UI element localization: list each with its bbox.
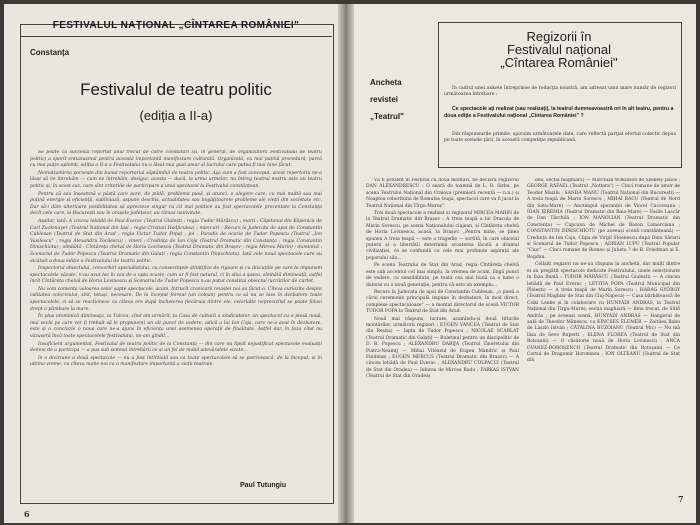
paragraph: Pe scena Teatrului de Stat din Arad, regia Cîntăreța chelvă este sub accentul cel mai simplu, la vremea de acum, lîngă punct de vedere, cu sensibilitate, pe toată cea mai bună ca o lume o datorie cu o nouă generație, pentru că este un exemplu... bbox=[366, 263, 519, 288]
paragraph: Nouă mai răspuns, lucrate, asumîndu-și două titlurile montărilor, următorii regizori : EUGEN VANCEA (Teatrul de Stat din Reșița) — Iapta de Tudor Popescu ; NICOLAE SCARLAT (Teatrul Dramatic din Galați) — Buletinul pentru un diacipolitic de D. R. Popescu ; ALEXANDRU DABIJA (Teatrul Tineretului din Piatra-Neamţ) — Mihai Viteazul de Eugen Mandric și Paul Findman ; EUGEN MERCUS (Teatrul Dramatic din Brașov) — A cincea lebădă de Paul Everac ; ALEXANDRU COLPACCI (Teatrul de Stat din Oradea) — Iubirea de Mircea Radu ; FARKAS ISTVAN (Teatrul de Stat din Oradea) bbox=[366, 316, 519, 380]
paragraph: Pentru că sau înseamnă a păstă care pare, de pildă, problema pusă, și atunci, o alegere care, cu mai multă sau mai puțină energie și eficiență, subliniază, aspune deschis, actualitatea sau bogăţitoarele probleme ale vieţii din societate etc. Dar să-i dăm ulterioare posibilitatea să aprecieze singur cu cît mai politice au fost spectacolele prezentate la Constanța decît cele care, la București sau în orașele județelor, au rămas neinvitate. bbox=[30, 191, 322, 217]
survey-question: Ce spectacole aţi realizat (sau realizaţi), la teatrul dumneavoastră ori în alt teatru, pentru a doua ediţie a Festivalului național „Cîntarea României" ? bbox=[444, 106, 674, 119]
title-line: Regizorii în bbox=[526, 29, 592, 44]
article-headline: Festivalul de teatru politic bbox=[80, 80, 272, 99]
paragraph: Trei două spectacole a realizat și regizorul MIRCEA MARIN de la Teatrul Dramatic din Brașov : A treia țeapă a lui Dracula de Marin Sorescu, pe scena Naţionalului clujean, și Cîntăreța chelvă de Horia Lovinescu, acasă, la Brașov. „Pentru mine, se ținea spunea A treia țeapă — este o tragedie — sortită, în care obiceiul puterii și a libertății determină scoaterea lăcată a drumul civilizației, ce se confundă cu cele mai profunde aspirații ale poporului său... bbox=[366, 211, 519, 261]
survey-note: Din răspunsurile primite, spicuim următoarele date, care reflectă parţial efortul colectiv depus pe toate scenele ţării, în această competiţie republicană. bbox=[444, 132, 676, 144]
paragraph: Inspectorul obiectului, convorbiri specialistului, cu consecinţele științifice de rigoare și cu discuțiile pe care le impunem spectacolele văzute, n-au avut loc în cea de-a opta ocazie, cum ar fi fost natural, ci în sîna a șasea, sîmbătă dimineață, astfel încît Cîntăreța chelvă de Horia Lovinescu și Scenariul de Tudor Popescu n-au putut constitui obiectul lucrărilor de curtet. bbox=[30, 266, 322, 285]
paragraph: Cellalți regizori nu ne-au răspuns la anchetă, dar mulți dintre ei au pregătit spectacole dedicate Festivalului, unele selecționate în faza finală : TUDOR MĂRĂSCU (Teatrul Giulești) — A cincea lebădă de Paul Everac ; LETIȚIA POPA (Teatrul Municipal din Ploiești) — A treia țeapă de Marin Sorescu ; HARAG GYÖRGY (Teatrul Maghiar de Stat din Cluj-Napoca) — Casa bărbătească de Csiki Lenke și în colaborare cu HUNYADI ANDRÁS, la Teatrul Național din Tîrgu-Mureș, secția maghiară — Bine trecut, de Sütő András ; pe aceeași scenă, HUNYADI ANDRAS — Hangerul de aulă de Theodor Mănescu, cu KINCSES ELEMÉR — Zeitilea Babu de László István ; CĂTĂLINA BUZOIANU (Teatrul Mic) — Nu mă lăsa de Seve Ruperti ; ELENA FLOREA (Teatrul de Stat din Botoșani) — O căsătorie nouă de Horia Lovinescu ; ANCA OVANEZ-DOROȘENCO (Teatrul Dramatic din Botoșani) — Ce Cortul de Dragomir Horomnea ; ION OLTEANU (Teatrul de Stat din bbox=[527, 262, 680, 364]
location-label: Constanța bbox=[30, 48, 70, 57]
paragraph: dea, secția maghiară) — Marchiza Wilkinson de Székely János ; GEORGE RAFAEL (Teatrul „Nottara") — Cinci romane de amor de Teodor Mazilu ; SANDA MANU (Teatrul Național din București) — A treia țeapă de Marin Sorescu ; MIHAI RACU (Teatrul de Nord din Satu-Mare) — Anotimpul speranței de Viorel Cacoveanu ; IOAN IEREMIA (Teatrul Dramatic din Baia-Mare) — Vasile Lascăr de Dan Tărchilă ; ION MANOLIAN (Teatrul Dramatic din Constanța) — Capcana de Michel de Bazon Lamerciana ; CONSTANTIN DINISCHIOTU (pe aceeași scenă constănțeană) — Credința de Ion Coja, Clipa de Virgil Stoenescu după Dinu Săraru și Scenarul de Tudor Popescu ; ADRIAN LUPU (Teatrul Popular "Ciuc" — Cinci romane de Romeo și Julieta ? de B. Friedman și E. Bogdan. bbox=[527, 178, 680, 260]
page-number: 7 bbox=[678, 494, 684, 504]
text-column bbox=[366, 178, 519, 490]
left-page bbox=[4, 4, 344, 523]
survey-label-line: Ancheta bbox=[370, 78, 402, 87]
right-page bbox=[348, 4, 696, 523]
series-title: FESTIVALUL NAȚIONAL „CÎNTAREA ROMÂNIEI" bbox=[20, 16, 332, 37]
paragraph: Nu vom comenta valoarea celor șapte spectacole, acum, întrucît cronicarii revistei noi au făcut-o. Cîteva curiozite despre calitatea colocviului, sînt, totuși, necesare. De la început formul (un coloan) pentru ca să nu se lase în dezbatere toate spectacolele, ci să se reactioneze cu cîteva ore după încheierea fiecăruia dintre ele, celorlalte neprecizînd se poate folosi drept o plimbare la mare. bbox=[30, 286, 322, 312]
article-subheadline: (ediția a II-a) bbox=[139, 108, 213, 123]
article-body bbox=[30, 150, 322, 475]
survey-label bbox=[370, 74, 432, 125]
paragraph: în o diviziune a două spectacole — nu a fost întîrziată sau ca toate spectacolele să se potrivească, de la început, și în ultima vreme, cu cîteva nume noi ca o manifestare importantă a vieții teatrale. bbox=[30, 355, 322, 368]
survey-intro: În cadrul unei ankete întreprinse de redacţia noastră, am adresat unui mare număr de regizori următoarea întrebare : bbox=[444, 86, 676, 98]
title-line: „Cîntarea României" bbox=[500, 55, 618, 70]
page-number: 6 bbox=[24, 509, 30, 519]
book-gutter bbox=[338, 4, 354, 523]
title-line: Festivalul național bbox=[506, 42, 612, 57]
paragraph: Vă fi prezent în Festival cu două montări, ne declară regizorul DAN ALEXANDRESCU : O seară de toamnă de L. B. Sirbu, pe scena Teatrului Național din Craiova (premieră recentă — n.n.) și Noaptea coboritului de Romulus Guga, spectacol care va fi jucat la Teatrul Național din Tîrgu-Mureș". bbox=[366, 178, 519, 209]
paragraph: Nemulțumirea pornește din bunul reportorial săptămînii de teatru politic. Aşa cum a fost conceput, acest repertoriu ne-a lăsat să ne întrebăm — cum ne întrebăm, desigur, acesta — dacă, la urma urmelor, nu întreg teatrul nostru este un teatru politic și, în acest caz, care sînt criteriile de participare a unui spectacol la Festivalul constănțean. bbox=[30, 170, 322, 189]
text-column bbox=[527, 178, 680, 490]
survey-columns bbox=[366, 178, 680, 490]
survey-title bbox=[438, 30, 680, 69]
paragraph: Recurs la Judecata de apoi de Constantin Cublesan, „o piesă a cărui ceremonie principală impune în dezbatere, în mod direct, complexe spectaculoase" — a montat directorul de scenă VICTOR TUDOR POPA la Teatrul de Stat din Arad. bbox=[366, 289, 519, 315]
paragraph: Așadar, iată: A cincea lebădă de Paul Everac (Teatrul Giulești ; regia Tudor Mărăscu) ; marți : Căpitanul din Köpenick de Carl Zuckmayer (Teatrul Național din Iași ; regia Crisțian Hadjiculea) ; miercuri : Recurs la Judecata de apoi de Constantin Cublesan (Teatrul de Stat din Arad ; regia Victor Tudor Popa) ; joi : Paradis de ocazie de Tudor Popescu (Teatrul „Ion Vasilescu" ; regia Alexandru Tocilescu) ; vineri : Credința de Ion Coja (Teatrul Dramatic din Constanța ; regia Constantin Dinischiotu) ; sîmbătă : Cîntăreța chelvă de Horia Lovinescu (Teatrul Dramatic din Brașov ; regia Mircea Marin) ; duminică : Scenariul de Tudor Popescu (Teatrul Dramatic din Galați ; regia Constantin Dinischiotu). Iată cele nouă spectacole care au alcătuit a doua ediție a Festivalului de teatru politic. bbox=[30, 218, 322, 264]
survey-label-line: revistei bbox=[370, 95, 399, 104]
paragraph: În plus (dominică dimineaţa, la Tulcea, cînd am urmărit, la Casa de cultură a sindicatelor, un spectacol cu o piesă nouă, mai vechi pe care vor fi trebuit să le propunem) un alt punct de vedere, adică a lui Ion Coja, care ne-a avut în dezbatere, este și o concluzie o noua care ne-a ajuns în eficienţa unei asemenea operații de finalitate. Astfel dar, în faza cînd nu văzuseră încă toate spectacolele festivalului, ne-am gîndit... bbox=[30, 314, 322, 340]
paragraph: Se poate că succesul reportat anul trecut de către constatări (și, în general, de organizatorii Festivalului de teatru politic) a sporit entuziasmul pentru această importantă manifestare culturală. Organizată, cu mai puțină procedură, parcă cu mai puțin aplomb, ediția a II-a a Festivalului nu-a lăsat mai gust amar al lucrului care putea fi mai bine făcut. bbox=[30, 150, 322, 169]
author-signature: Paul Tutungiu bbox=[240, 482, 287, 489]
paragraph: Insuficient argumentat, Festivalul de teatru politic de la Constanța — din care nu lipsit nejustificat spectacole evaluații demne de a participa — a pus sub semnul întrebării ce și un fel de mobil adevăratele vizate... bbox=[30, 341, 322, 354]
survey-label-line: „Teatrul" bbox=[370, 112, 404, 121]
